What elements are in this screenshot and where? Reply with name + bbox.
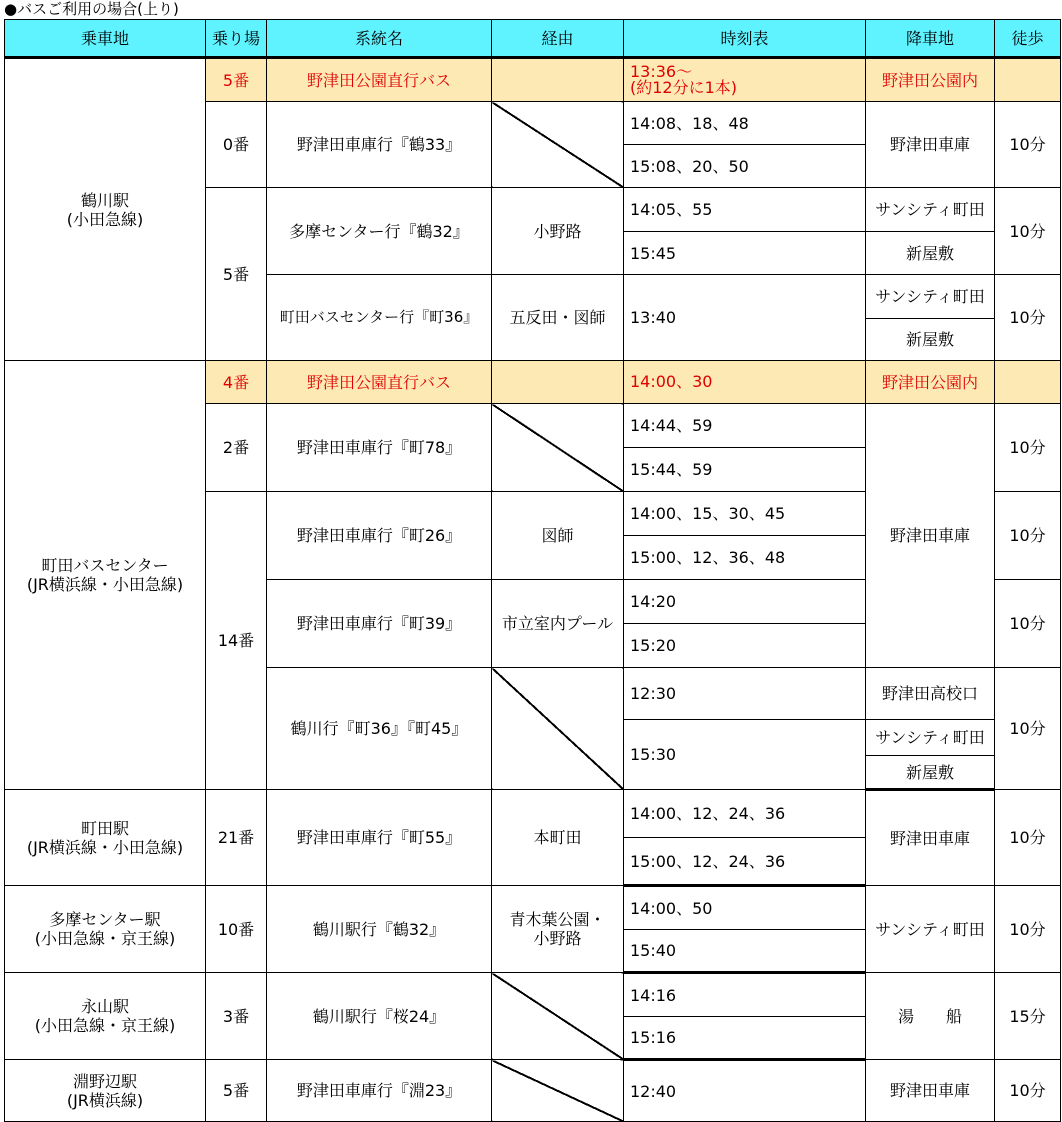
header-walk: 徒歩 xyxy=(995,20,1061,58)
header-timetable: 時刻表 xyxy=(624,20,866,58)
station-line: (JR横浜線・小田急線) xyxy=(26,837,184,857)
via-cell: 市立室内プール xyxy=(492,580,624,668)
walk-cell: 10分 xyxy=(995,188,1061,275)
walk-none-cell xyxy=(995,361,1061,404)
time-cell: 15:44、59 xyxy=(624,448,866,492)
station-name: 多摩センター駅 xyxy=(49,910,161,929)
walk-cell: 10分 xyxy=(995,404,1061,492)
dest-cell: サンシティ町田 xyxy=(866,275,995,319)
route-cell: 野津田車庫行『町55』 xyxy=(267,790,492,886)
platform-cell: 3番 xyxy=(206,973,267,1060)
station-cell xyxy=(5,973,206,1060)
route-cell: 野津田車庫行『町39』 xyxy=(267,580,492,668)
time-cell: 15:16 xyxy=(624,1017,866,1060)
header-via: 経由 xyxy=(492,20,624,58)
dest-cell: 湯 船 xyxy=(866,973,995,1060)
station-cell xyxy=(5,361,206,790)
route-cell: 鶴川駅行『鶴32』 xyxy=(267,886,492,973)
via-none-cell xyxy=(492,973,624,1060)
station-line: (小田急線) xyxy=(66,209,144,229)
via-cell: 本町田 xyxy=(492,790,624,886)
via-cell: 小野路 xyxy=(492,188,624,275)
table-row xyxy=(5,790,1061,838)
platform-cell: 0番 xyxy=(206,102,267,188)
station-line: (小田急線・京王線) xyxy=(34,1016,176,1035)
dest-cell: サンシティ町田 xyxy=(866,720,995,756)
walk-cell: 10分 xyxy=(995,668,1061,790)
walk-cell: 15分 xyxy=(995,973,1061,1060)
dest-cell: 野津田車庫 xyxy=(866,102,995,188)
route-cell: 鶴川駅行『桜24』 xyxy=(267,973,492,1060)
station-name: 淵野辺駅 xyxy=(72,1071,137,1091)
via-cell: 五反田・図師 xyxy=(492,275,624,361)
walk-cell: 10分 xyxy=(995,580,1061,668)
time-cell: 14:00、15、30、45 xyxy=(624,492,866,536)
platform-cell: 4番 xyxy=(206,361,267,404)
station-cell xyxy=(5,886,206,973)
station-cell xyxy=(5,1060,206,1122)
platform-cell: 10番 xyxy=(206,886,267,973)
via-cell: 図師 xyxy=(492,492,624,580)
platform-cell: 5番 xyxy=(206,58,267,102)
station-line: (JR横浜線) xyxy=(66,1090,144,1110)
time-cell: 15:40 xyxy=(624,930,866,973)
time-cell: 15:00、12、24、36 xyxy=(624,838,866,886)
walk-cell: 10分 xyxy=(995,1060,1061,1122)
platform-cell: 2番 xyxy=(206,404,267,492)
time-text: 13:36～ xyxy=(630,62,693,81)
walk-none-cell xyxy=(995,58,1061,102)
station-name: 町田駅 xyxy=(80,818,129,838)
page-title: ●バスご利用の場合(上り) xyxy=(4,0,179,18)
dest-cell: 野津田高校口 xyxy=(866,668,995,720)
via-none-cell xyxy=(492,1060,624,1122)
platform-cell: 5番 xyxy=(206,1060,267,1122)
dest-cell: 野津田公園内 xyxy=(866,58,995,102)
station-name: 鶴川駅 xyxy=(80,190,129,210)
time-cell xyxy=(624,58,866,102)
dest-cell: 新屋敷 xyxy=(866,232,995,275)
table-row xyxy=(5,361,1061,404)
dest-cell: 野津田車庫 xyxy=(866,790,995,886)
walk-cell: 10分 xyxy=(995,102,1061,188)
station-line: (小田急線・京王線) xyxy=(34,929,176,948)
route-cell: 野津田車庫行『町26』 xyxy=(267,492,492,580)
via-none-cell xyxy=(492,102,624,188)
via-none-cell xyxy=(492,404,624,492)
time-cell: 15:30 xyxy=(624,720,866,790)
table-row xyxy=(5,973,1061,1017)
via-line: 青木葉公園・ xyxy=(509,910,606,929)
time-cell: 15:45 xyxy=(624,232,866,275)
time-cell: 15:00、12、36、48 xyxy=(624,536,866,580)
time-cell: 14:44、59 xyxy=(624,404,866,448)
time-cell: 14:00、50 xyxy=(624,886,866,930)
route-cell: 町田バスセンター行『町36』 xyxy=(267,275,492,361)
time-cell: 13:40 xyxy=(624,275,866,361)
time-cell: 14:08、18、48 xyxy=(624,102,866,145)
walk-cell: 10分 xyxy=(995,886,1061,973)
table-row xyxy=(5,886,1061,930)
time-note: (約12分に1本) xyxy=(630,78,738,97)
time-cell: 15:20 xyxy=(624,624,866,668)
dest-cell: 野津田車庫 xyxy=(866,404,995,668)
walk-cell: 10分 xyxy=(995,492,1061,580)
station-name: 町田バスセンター xyxy=(41,556,169,575)
time-cell: 14:00、30 xyxy=(624,361,866,404)
header-route-name: 系統名 xyxy=(267,20,492,58)
bus-timetable xyxy=(4,19,1061,1122)
table-row xyxy=(5,1060,1061,1122)
header-row xyxy=(5,20,1061,58)
dest-cell: 新屋敷 xyxy=(866,319,995,361)
via-cell xyxy=(492,886,624,973)
platform-cell: 5番 xyxy=(206,188,267,361)
time-cell: 15:08、20、50 xyxy=(624,145,866,188)
header-boarding-place: 乗車地 xyxy=(5,20,206,58)
station-cell xyxy=(5,58,206,361)
time-cell: 12:30 xyxy=(624,668,866,720)
walk-cell: 10分 xyxy=(995,275,1061,361)
route-cell: 鶴川行『町36』『町45』 xyxy=(267,668,492,790)
platform-cell: 14番 xyxy=(206,492,267,790)
time-cell: 14:00、12、24、36 xyxy=(624,790,866,838)
table-row xyxy=(5,58,1061,102)
via-none-cell xyxy=(492,361,624,404)
station-cell xyxy=(5,790,206,886)
route-cell: 野津田公園直行バス xyxy=(267,58,492,102)
dest-cell: サンシティ町田 xyxy=(866,188,995,232)
dest-cell: 新屋敷 xyxy=(866,756,995,790)
route-cell: 多摩センター行『鶴32』 xyxy=(267,188,492,275)
route-cell: 野津田車庫行『鶴33』 xyxy=(267,102,492,188)
dest-cell: 野津田公園内 xyxy=(866,361,995,404)
route-cell: 野津田車庫行『淵23』 xyxy=(267,1060,492,1122)
time-cell: 14:16 xyxy=(624,973,866,1017)
route-cell: 野津田車庫行『町78』 xyxy=(267,404,492,492)
dest-cell: サンシティ町田 xyxy=(866,886,995,973)
header-alighting-place: 降車地 xyxy=(866,20,995,58)
station-line: (JR横浜線・小田急線) xyxy=(26,575,184,594)
via-none-cell xyxy=(492,668,624,790)
time-cell: 14:20 xyxy=(624,580,866,624)
time-cell: 12:40 xyxy=(624,1060,866,1122)
header-platform: 乗り場 xyxy=(206,20,267,58)
platform-cell: 21番 xyxy=(206,790,267,886)
via-none-cell xyxy=(492,58,624,102)
route-cell: 野津田公園直行バス xyxy=(267,361,492,404)
station-name: 永山駅 xyxy=(80,997,129,1016)
via-line: 小野路 xyxy=(533,929,582,948)
dest-cell: 野津田車庫 xyxy=(866,1060,995,1122)
time-cell: 14:05、55 xyxy=(624,188,866,232)
walk-cell: 10分 xyxy=(995,790,1061,886)
